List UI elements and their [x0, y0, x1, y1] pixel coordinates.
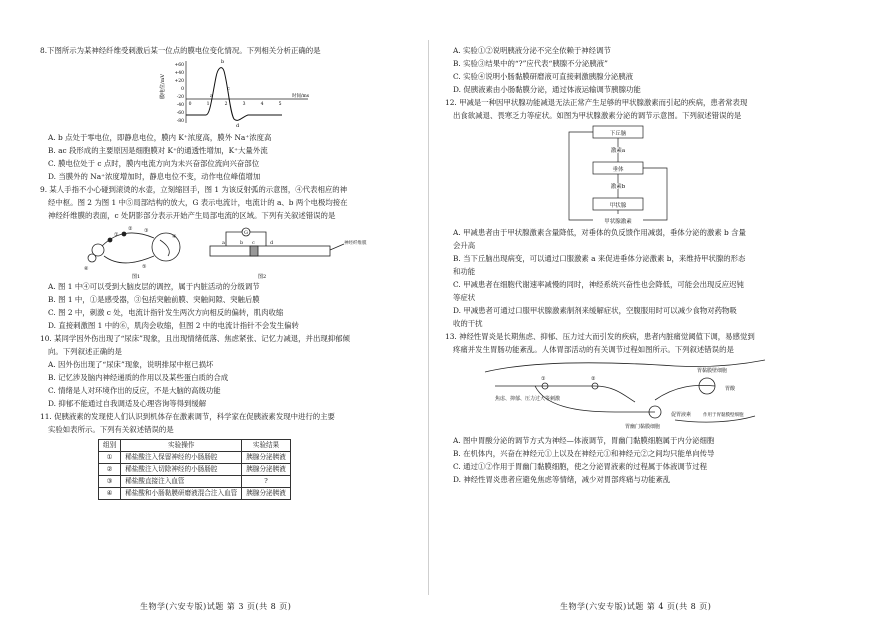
point-c: c [227, 86, 230, 92]
q8-option-d: D. 当膜外的 Na⁺浓度增加时，静息电位不变，动作电位峰值增加 [48, 172, 261, 181]
label-pyloric-cell: 胃幽门黏膜细胞 [625, 424, 661, 430]
x-tick: 1 [206, 102, 210, 107]
q11-option-d: D. 促胰液素由小肠黏膜分泌，通过体液运输调节胰腺功能 [453, 85, 641, 94]
q11-stem-2: 实验如表所示。下列有关叙述错误的是 [48, 425, 174, 434]
reflex-arc-figures [80, 222, 380, 280]
fig2-meter: G [244, 230, 248, 236]
q8-option-c: C. 膜电位处于 c 点时，膜内电流方向为未兴奋部位流向兴奋部位 [48, 159, 260, 168]
label-stress: 焦虑、抑郁、压力过大等刺激 [495, 396, 561, 402]
graph-x-label: 时间/ms [292, 94, 310, 99]
q12-option-b-2: 和功能 [453, 267, 476, 276]
q12-option-c-2: 等症状 [453, 293, 476, 302]
q9-option-c: C. 图 2 中，刺激 c 处，电流计指针发生两次方向相反的偏转，肌肉收缩 [48, 308, 284, 317]
x-tick: 0 [188, 102, 192, 107]
table-header-row: 组别 实验操作 实验结果 [99, 440, 291, 452]
svg-text:②: ② [128, 226, 133, 232]
q12-option-c-1: C. 甲减患者在细胞代谢速率减慢的同时，神经系统兴奋性也会降低，可能会出现反应迟钝 [453, 280, 744, 289]
svg-text:①: ① [541, 376, 546, 382]
left-page [40, 44, 425, 500]
q10-stem-1: 10. 某同学因外伤出现了“尿床”现象，且出现情绪低落、焦虑紧张、记忆力减退，并出现抑郁倾 [40, 334, 350, 343]
q10-option-a: A. 因外伤出现了“尿床”现象，说明排尿中枢已损坏 [48, 360, 214, 369]
svg-text:⑤: ⑤ [142, 264, 147, 270]
svg-text:d: d [270, 240, 274, 246]
x-tick: 3 [242, 102, 246, 107]
point-b: b [221, 59, 225, 65]
label-acts-on: 作用于胃黏膜壁细胞 [703, 413, 744, 418]
fig1-caption: 图1 [132, 274, 141, 280]
page-divider [428, 40, 429, 595]
q9-stem-3: 神经纤维膜的表面，c 处阴影部分表示开始产生局部电流的区域。下列有关叙述错误的是 [48, 211, 336, 220]
right-footer: 生物学(六安专版)试题 第 4 页(共 8 页) [560, 602, 712, 611]
q10-option-c: C. 情绪是人对环境作出的反应，不是大脑的高级功能 [48, 386, 221, 395]
figure1-reflex-arc [88, 232, 180, 263]
q12-option-b-1: B. 当下丘脑出现病变，可以通过口服激素 a 来促进垂体分泌激素 b，来维持甲状腺的形态 [453, 254, 746, 263]
q12-option-d-1: D. 甲减患者可通过口服甲状腺激素制剂来缓解症状，空腹服用时可以减少食物对药物吸 [453, 306, 737, 315]
x-tick: 2 [224, 102, 228, 107]
q12-stem-1: 12. 甲减是一种因甲状腺功能减退无法正常产生足够的甲状腺激素而引起的疾病，患者常表现 [445, 98, 748, 107]
q11-stem-1: 11. 促胰液素的发现使人们认识到机体存在激素调节，科学家在促胰液素发现中进行的主要 [40, 412, 335, 421]
svg-text:④: ④ [172, 234, 177, 240]
box-thyroid: 甲状腺 [609, 203, 627, 209]
svg-text:c: c [252, 240, 255, 246]
q8-stem: 8.下图所示为某神经纤维受刺激后某一位点的膜电位变化情况。下列相关分析正确的是 [40, 46, 321, 55]
svg-text:①: ① [114, 232, 119, 238]
label-thyroid-hormone: 甲状腺激素 [604, 219, 632, 225]
figure2-nerve-fiber [210, 228, 344, 256]
q11-option-a: A. 实验①②说明胰液分泌不完全依赖于神经调节 [453, 46, 611, 55]
table-row: ② 稀盐酸注入切除神经的小肠肠腔 胰腺分泌胰液 [99, 464, 291, 476]
y-tick: +40 [174, 71, 184, 76]
x-tick: 4 [260, 102, 264, 107]
y-tick: -80 [176, 119, 184, 124]
box-hypothalamus: 下丘脑 [609, 131, 627, 137]
membrane-potential-graph [158, 57, 318, 131]
q10-stem-2: 向。下列叙述正确的是 [48, 347, 122, 356]
q11-option-c: C. 实验④说明小肠黏膜研磨液可直接刺激胰腺分泌胰液 [453, 72, 634, 81]
q10-option-b: B. 记忆涉及脑内神经递质的作用以及某些蛋白质的合成 [48, 373, 229, 382]
left-footer: 生物学(六安专版)试题 第 3 页(共 8 页) [140, 602, 292, 611]
x-tick: 5 [278, 102, 282, 107]
q13-option-b: B. 在机体内，兴奋在神经元①上以及在神经元①和神经元②之间均只能单向传导 [453, 449, 715, 458]
q12-stem-2: 出食欲减退、畏寒乏力等症状。如图为甲状腺激素分泌的调节示意图。下列叙述错误的是 [453, 111, 742, 120]
y-tick: -40 [176, 103, 184, 108]
label-hormone-a: 激素a [610, 148, 626, 154]
q8-option-b: B. ac 段形成的主要原因是细胞膜对 K⁺的通透性增加，K⁺大量外流 [48, 146, 268, 155]
svg-text:a: a [222, 240, 225, 246]
q13-stem-2: 疼痛并发生胃肠功能紊乱。人体胃部活动的有关调节过程如图所示。下列叙述错误的是 [453, 345, 734, 354]
y-tick: 0 [181, 87, 184, 92]
fig2-caption: 图2 [258, 274, 267, 280]
thyroid-regulation-diagram [563, 122, 723, 226]
svg-text:b: b [240, 240, 244, 246]
q9-option-a: A. 图 1 中④可以受到大脑皮层的调控，属于内脏活动的分级调节 [48, 282, 260, 291]
y-tick: -60 [176, 111, 184, 116]
q8-option-a: A. b 点处于零电位，即静息电位，膜内 K⁺浓度高，膜外 Na⁺浓度高 [48, 133, 272, 142]
svg-text:②: ② [591, 376, 596, 382]
q13-option-a: A. 图中胃酸分泌的调节方式为神经—体液调节，胃幽门黏膜细胞属于内分泌细胞 [453, 436, 715, 445]
right-page [445, 44, 830, 486]
q10-option-d: D. 抑郁不能通过自我调适及心理咨询等得到缓解 [48, 399, 207, 408]
gastric-regulation-diagram [475, 356, 775, 434]
y-tick: +20 [174, 79, 184, 84]
box-pituitary: 垂体 [612, 167, 624, 173]
fig2-fiber-label: 神经纤维膜 [344, 241, 367, 246]
svg-text:⑥: ⑥ [84, 266, 89, 272]
svg-text:③: ③ [144, 228, 149, 234]
q12-option-a-1: A. 甲减患者由于甲状腺激素含量降低，对垂体的负反馈作用减弱，垂体分泌的激素 b 含量 [453, 228, 746, 237]
q13-stem-1: 13. 神经性胃炎是长期焦虑、抑郁、压力过大而引发的疾病，患者内脏痛觉阈值下调，易感觉到 [445, 332, 755, 341]
label-gastrin: 促胃液素 [671, 412, 692, 418]
table-row: ① 稀盐酸注入保留神经的小肠肠腔 胰腺分泌胰液 [99, 452, 291, 464]
q13-option-c: C. 通过①②作用于胃幽门黏膜细胞，使之分泌胃液素的过程属于体液调节过程 [453, 462, 707, 471]
label-gastric-acid: 胃酸 [725, 386, 736, 392]
label-hormone-b: 激素b [610, 184, 626, 190]
point-a: a [210, 93, 213, 99]
q12-option-a-2: 会升高 [453, 241, 476, 250]
q9-option-d: D. 直接刺激图 1 中的⑥，肌肉会收缩，但图 2 中的电流计指针不会发生偏转 [48, 321, 299, 330]
point-d: d [236, 123, 240, 129]
q11-option-b: B. 实验③结果中的“?”应代表“胰腺不分泌胰液” [453, 59, 608, 68]
q9-option-b: B. 图 1 中，①是感受器，③包括突触前膜、突触间隙、突触后膜 [48, 295, 260, 304]
y-tick: +60 [174, 63, 184, 68]
q9-stem-1: 9. 某人手指不小心碰到滚烫的水壶，立刻缩回手，图 1 为该反射弧的示意图，④代表相应的神 [40, 185, 348, 194]
y-tick: -20 [176, 95, 184, 100]
table-row: ③ 稀盐酸直接注入血管 ? [99, 476, 291, 488]
q9-stem-2: 经中枢。图 2 为图 1 中⑤局部结构的放大，G 表示电流计，电流计的 a、b 两个电极均接在 [48, 198, 348, 207]
q12-option-d-2: 收的干扰 [453, 319, 483, 328]
q13-option-d: D. 神经性胃炎患者应避免焦虑等情绪，减少对胃部疼痛与功能紊乱 [453, 475, 671, 484]
label-parietal-cell: 胃黏膜壁细胞 [697, 368, 728, 374]
q11-experiment-table [98, 439, 291, 500]
table-row: ④ 稀盐酸和小肠黏膜研磨液混合注入血管 胰腺分泌胰液 [99, 488, 291, 500]
graph-y-label: 膜电位/mV [160, 73, 166, 99]
